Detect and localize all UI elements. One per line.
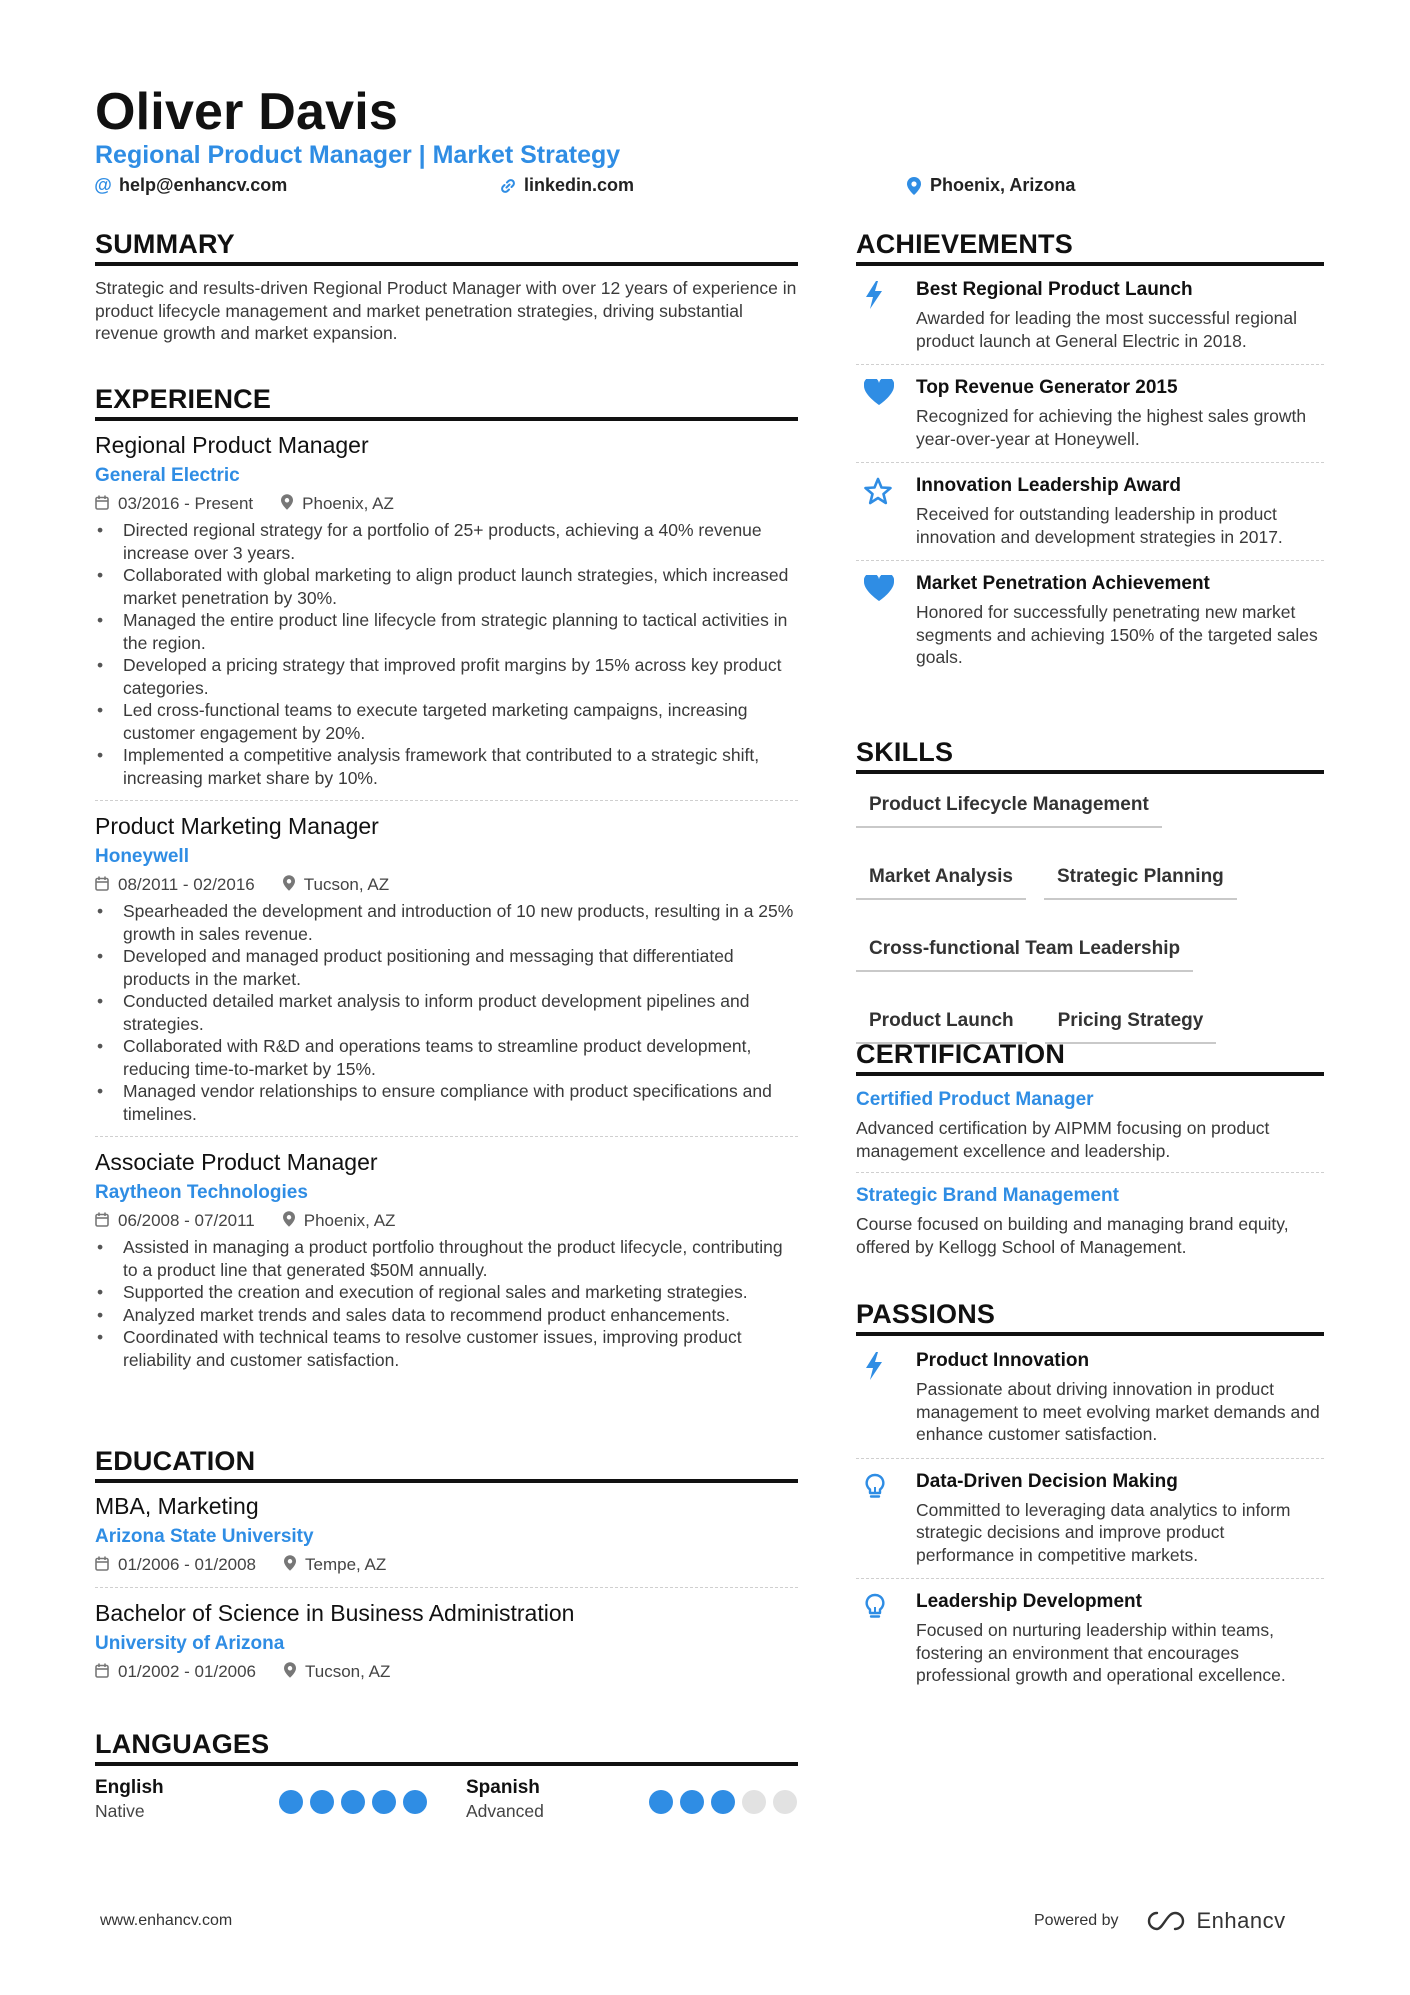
enhancv-logo-icon <box>1145 1909 1191 1933</box>
divider <box>95 1587 798 1588</box>
job-dates: 03/2016 - Present <box>118 494 254 513</box>
calendar-icon <box>95 495 109 514</box>
job-title: Regional Product Manager <box>95 432 369 458</box>
education-heading: EDUCATION <box>95 1446 256 1476</box>
education-meta <box>95 1662 798 1682</box>
job-title: Product Marketing Manager <box>95 813 379 839</box>
languages-heading: LANGUAGES <box>95 1729 270 1759</box>
summary-heading: SUMMARY <box>95 229 235 259</box>
job-meta <box>95 875 798 895</box>
summary-rule <box>95 262 798 266</box>
map-pin-icon <box>283 875 295 895</box>
experience-rule <box>95 417 798 421</box>
achievement-desc: Received for outstanding leadership in product innovation and development strategies in 2017. <box>916 504 1283 547</box>
job-entry <box>95 432 798 789</box>
skill-tag: Product Launch <box>856 1004 1027 1044</box>
language-rating <box>649 1790 797 1814</box>
certification-heading: CERTIFICATION <box>856 1039 1066 1069</box>
footer-website[interactable]: www.enhancv.com <box>100 1912 233 1929</box>
achievement-desc: Recognized for achieving the highest sales growth year-over-year at Honeywell. <box>916 406 1307 449</box>
brand-name: Enhancv <box>1196 1908 1286 1933</box>
achievement-desc: Awarded for leading the most successful regional product launch at General Electric in 2018. <box>916 308 1298 351</box>
divider <box>856 1458 1324 1459</box>
bullet-item: • Spearheaded the development and introduction of 10 new products, resulting in a 25% growth in sales revenue. <box>95 900 798 945</box>
achievement-title: Best Regional Product Launch <box>916 279 1193 300</box>
job-entry <box>95 1149 798 1371</box>
certification-title: Strategic Brand Management <box>856 1185 1119 1206</box>
enhancv-logo[interactable] <box>1145 1908 1286 1934</box>
job-location-text: Tucson, AZ <box>303 875 390 894</box>
footer-branding <box>1034 1908 1286 1934</box>
bullet-item: • Directed regional strategy for a portfolio of 25+ products, achieving a 40% revenue increase over 3 years. <box>95 519 798 564</box>
education-location <box>284 1662 390 1682</box>
certification-desc: Course focused on building and managing brand equity, offered by Kellogg School of Management. <box>856 1214 1289 1257</box>
bullet-item: • Collaborated with R&D and operations teams to streamline product development, reducing time-to-market by 15%. <box>95 1035 798 1080</box>
lightbulb-icon <box>856 1471 916 1567</box>
achievements-list <box>856 279 1324 669</box>
passions-list <box>856 1350 1324 1687</box>
powered-by-label: Powered by <box>1034 1912 1119 1929</box>
divider <box>95 800 798 801</box>
divider <box>856 560 1324 561</box>
bullet-item: • Led cross-functional teams to execute targeted marketing campaigns, increasing customer engagement by 20%. <box>95 699 798 744</box>
passions-heading: PASSIONS <box>856 1299 996 1329</box>
bullet-item: • Collaborated with global marketing to align product launch strategies, which increased market penetration by 30%. <box>95 564 798 609</box>
language-rating <box>279 1790 427 1814</box>
education-list <box>95 1493 798 1682</box>
education-entry <box>95 1493 798 1575</box>
passion-desc: Focused on nurturing leadership within teams, fostering an environment that encourages professional growth and operational excellence. <box>916 1620 1286 1685</box>
language-name: Spanish <box>466 1777 540 1798</box>
divider <box>856 1578 1324 1579</box>
certification-list <box>856 1089 1324 1258</box>
education-rule <box>95 1479 798 1483</box>
job-location-text: Phoenix, AZ <box>302 494 394 513</box>
skill-tag: Product Lifecycle Management <box>856 788 1162 828</box>
certification-item <box>856 1185 1324 1258</box>
education-dates: 01/2006 - 01/2008 <box>118 1555 257 1574</box>
passion-item <box>856 1471 1324 1567</box>
education-location-text: Tempe, AZ <box>305 1555 387 1574</box>
experience-list <box>95 432 798 1371</box>
map-pin-icon <box>281 494 293 514</box>
passions-rule <box>856 1332 1324 1336</box>
achievements-rule <box>856 262 1324 266</box>
skill-tag: Strategic Planning <box>1044 860 1237 900</box>
languages-rule <box>95 1762 798 1766</box>
job-company: Honeywell <box>95 846 189 867</box>
bolt-icon <box>856 279 916 352</box>
language-level: Advanced <box>466 1801 544 1821</box>
rating-dot-filled <box>279 1790 303 1814</box>
education-location <box>284 1555 386 1575</box>
calendar-icon <box>95 1212 109 1231</box>
job-meta <box>95 494 798 514</box>
map-pin-icon <box>284 1555 296 1575</box>
rating-dot-filled <box>711 1790 735 1814</box>
achievement-item <box>856 475 1324 548</box>
passion-desc: Committed to leveraging data analytics to inform strategic decisions and improve product performance in competitive markets. <box>916 1499 1291 1565</box>
bullet-item: • Developed a pricing strategy that improved profit margins by 15% across key product categories. <box>95 654 798 699</box>
achievement-title: Top Revenue Generator 2015 <box>916 377 1178 398</box>
candidate-title: Regional Product Manager | Market Strategy <box>95 141 621 169</box>
job-location <box>283 1211 396 1231</box>
bullet-item: • Assisted in managing a product portfolio throughout the product lifecycle, contributing to a product line that generated $50M annually. <box>95 1236 798 1281</box>
email-text: help@enhancv.com <box>119 175 288 195</box>
degree-title: MBA, Marketing <box>95 1493 259 1519</box>
bullet-item: • Developed and managed product positioning and messaging that differentiated products in the market. <box>95 945 798 990</box>
bullet-item: • Managed the entire product line lifecycle from strategic planning to tactical activities in the region. <box>95 609 798 654</box>
location-text: Phoenix, Arizona <box>930 175 1076 195</box>
contact-email[interactable] <box>95 175 287 196</box>
rating-dot-filled <box>649 1790 673 1814</box>
rating-dot-filled <box>310 1790 334 1814</box>
job-dates: 06/2008 - 07/2011 <box>118 1211 255 1230</box>
job-company: Raytheon Technologies <box>95 1182 308 1203</box>
certification-desc: Advanced certification by AIPMM focusing on product management excellence and leadership. <box>856 1118 1270 1161</box>
summary-text: Strategic and results-driven Regional Product Manager with over 12 years of experience in product lifecycle management and market penetration strategies, driving substantial revenue growth and market expansion. <box>95 278 797 343</box>
job-entry <box>95 813 798 1125</box>
bullet-item: • Coordinated with technical teams to resolve customer issues, improving product reliability and customer satisfaction. <box>95 1326 798 1371</box>
passion-title: Data-Driven Decision Making <box>916 1470 1178 1492</box>
passion-item <box>856 1591 1324 1687</box>
bullet-item: • Implemented a competitive analysis framework that contributed to a strategic shift, increasing market share by 10%. <box>95 744 798 789</box>
heart-icon <box>856 377 916 450</box>
job-location <box>283 875 389 895</box>
job-location <box>281 494 394 514</box>
map-pin-icon <box>283 1211 295 1231</box>
certification-item <box>856 1089 1324 1162</box>
map-pin-icon <box>906 177 922 195</box>
passion-item <box>856 1350 1324 1446</box>
passion-desc: Passionate about driving innovation in product management to meet evolving market demands and enhance customer satisfaction. <box>916 1379 1320 1444</box>
skill-tag: Market Analysis <box>856 860 1026 900</box>
experience-heading: EXPERIENCE <box>95 384 272 414</box>
education-dates: 01/2002 - 01/2006 <box>118 1662 257 1681</box>
job-meta <box>95 1211 798 1231</box>
contact-linkedin[interactable] <box>500 175 634 196</box>
divider <box>856 462 1324 463</box>
school-name: Arizona State University <box>95 1526 314 1547</box>
education-meta <box>95 1555 798 1575</box>
heart-icon <box>856 573 916 669</box>
school-name: University of Arizona <box>95 1633 285 1654</box>
skills-heading: SKILLS <box>856 737 954 767</box>
skills-rule <box>856 770 1324 774</box>
bullet-item: • Analyzed market trends and sales data to recommend product enhancements. <box>95 1304 798 1327</box>
divider <box>856 364 1324 365</box>
education-location-text: Tucson, AZ <box>305 1662 391 1681</box>
education-entry <box>95 1600 798 1682</box>
job-bullets <box>95 900 798 1125</box>
achievements-heading: ACHIEVEMENTS <box>856 229 1073 259</box>
skills-list <box>856 788 1324 1044</box>
lightbulb-icon <box>856 1591 916 1687</box>
language-level: Native <box>95 1801 145 1821</box>
certification-rule <box>856 1072 1324 1076</box>
bolt-icon <box>856 1350 916 1446</box>
language-spanish <box>466 1777 544 1822</box>
rating-dot-filled <box>680 1790 704 1814</box>
rating-dot-empty <box>773 1790 797 1814</box>
contact-location <box>906 175 1075 196</box>
achievement-item <box>856 573 1324 669</box>
skill-tag: Cross-functional Team Leadership <box>856 932 1193 972</box>
job-dates: 08/2011 - 02/2016 <box>118 875 255 894</box>
candidate-name: Oliver Davis <box>95 83 399 141</box>
job-location-text: Phoenix, AZ <box>303 1211 396 1230</box>
divider <box>95 1136 798 1137</box>
rating-dot-empty <box>742 1790 766 1814</box>
language-name: English <box>95 1777 164 1798</box>
achievement-title: Innovation Leadership Award <box>916 475 1181 496</box>
achievement-item <box>856 377 1324 450</box>
bullet-item: • Managed vendor relationships to ensure compliance with product specifications and timelines. <box>95 1080 798 1125</box>
linkedin-text: linkedin.com <box>524 175 635 195</box>
skill-tag: Pricing Strategy <box>1045 1004 1217 1044</box>
job-bullets <box>95 519 798 789</box>
calendar-icon <box>95 1556 109 1575</box>
job-company: General Electric <box>95 465 240 486</box>
star-icon <box>856 475 916 548</box>
achievement-item <box>856 279 1324 352</box>
divider <box>856 1172 1324 1173</box>
calendar-icon <box>95 876 109 895</box>
rating-dot-filled <box>403 1790 427 1814</box>
certification-title: Certified Product Manager <box>856 1089 1094 1110</box>
bullet-item: • Supported the creation and execution of regional sales and marketing strategies. <box>95 1281 798 1304</box>
achievement-title: Market Penetration Achievement <box>916 573 1210 594</box>
passion-title: Product Innovation <box>916 1350 1090 1371</box>
rating-dot-filled <box>372 1790 396 1814</box>
degree-title: Bachelor of Science in Business Administration <box>95 1600 575 1626</box>
rating-dot-filled <box>341 1790 365 1814</box>
bullet-item: • Conducted detailed market analysis to inform product development pipelines and strategies. <box>95 990 798 1035</box>
language-english <box>95 1777 164 1822</box>
passion-title: Leadership Development <box>916 1591 1142 1612</box>
link-icon <box>500 178 516 194</box>
job-title: Associate Product Manager <box>95 1149 378 1175</box>
map-pin-icon <box>284 1662 296 1682</box>
achievement-desc: Honored for successfully penetrating new market segments and achieving 150% of the targeted sales goals. <box>916 602 1318 667</box>
at-icon: @ <box>94 175 112 195</box>
calendar-icon <box>95 1663 109 1682</box>
job-bullets <box>95 1236 798 1371</box>
